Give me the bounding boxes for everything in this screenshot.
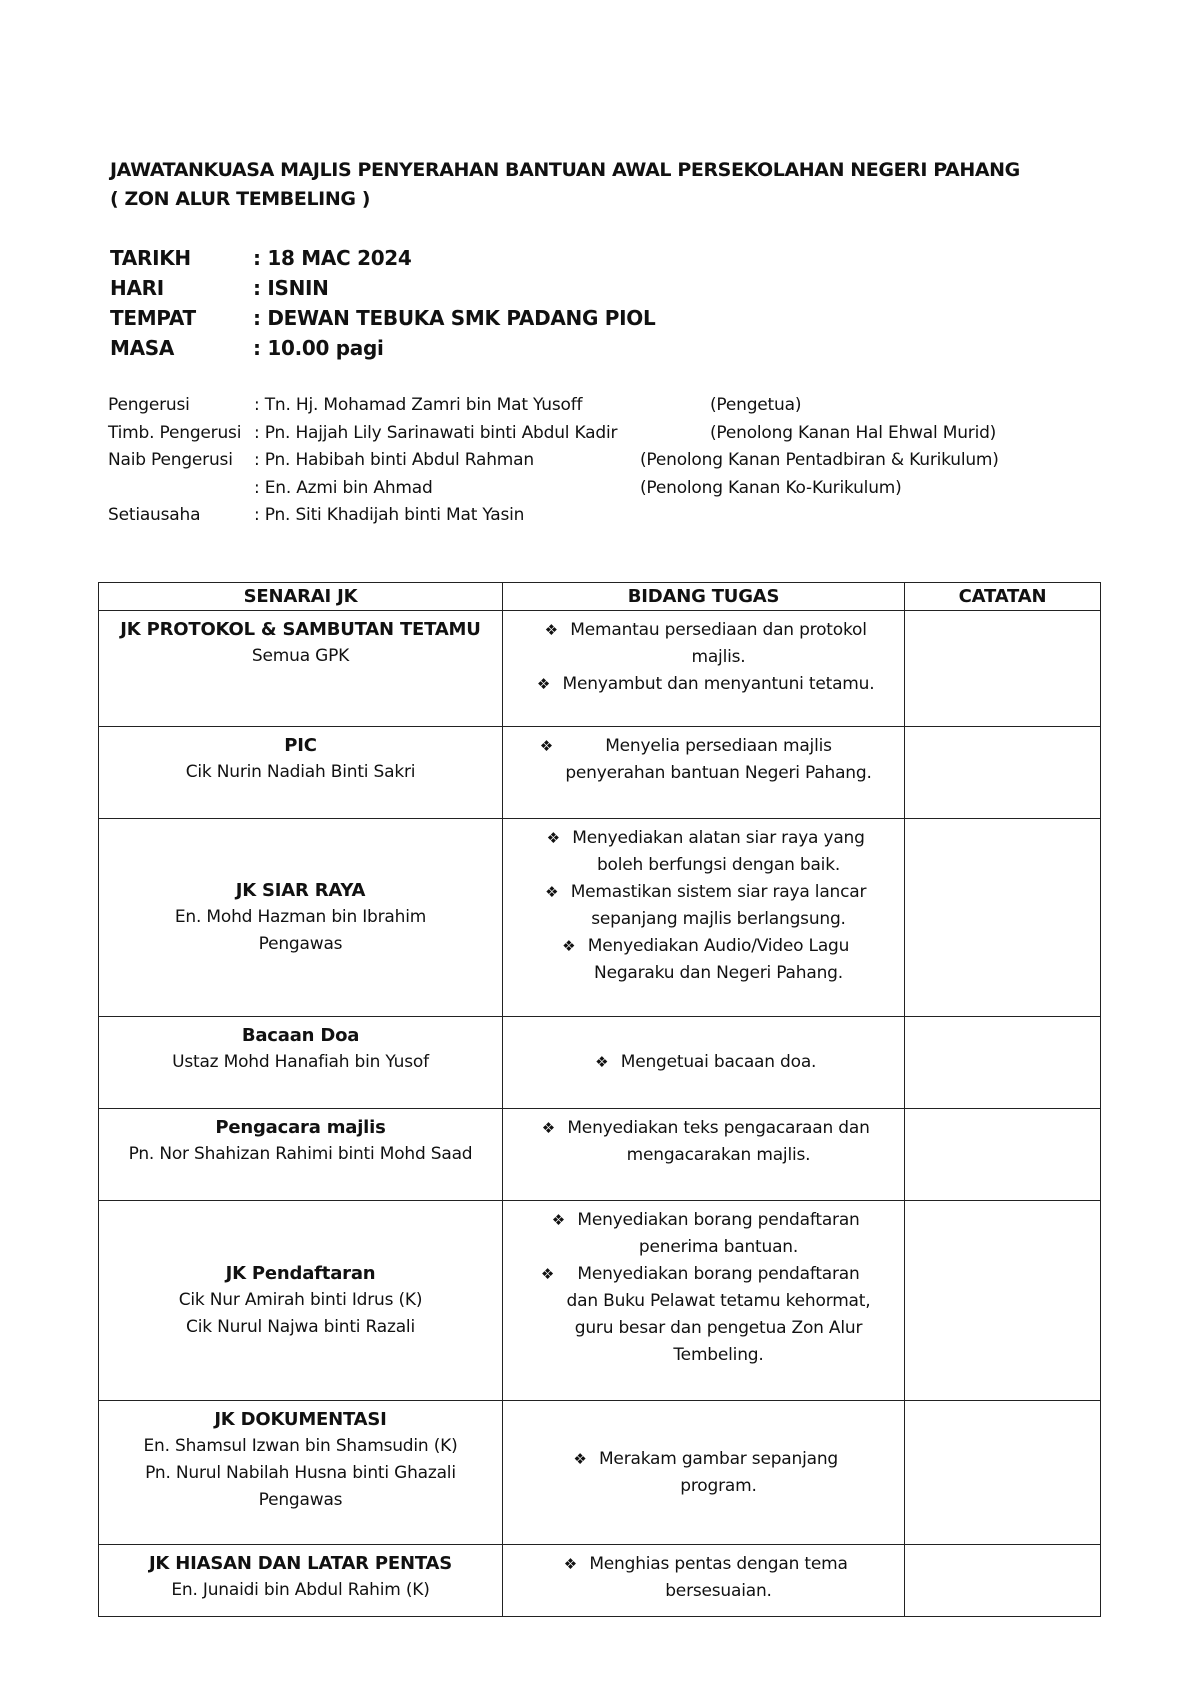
task-item (509, 1446, 898, 1500)
diamond-bullet-icon: ❖ (551, 1211, 565, 1229)
catatan-cell (905, 1545, 1101, 1617)
task-item (509, 933, 898, 987)
diamond-bullet-icon: ❖ (545, 883, 559, 901)
senarai-jk-cell (99, 1401, 503, 1545)
column-header-senarai-jk: SENARAI JK (99, 583, 503, 611)
task-text (599, 1446, 838, 1500)
event-time (110, 333, 655, 363)
task-line: majlis. (691, 647, 746, 667)
diamond-bullet-icon: ❖ (540, 1265, 555, 1283)
table-row (99, 1545, 1101, 1617)
officer-role: Pengerusi (108, 395, 190, 415)
task-text (571, 879, 867, 933)
task-line: boleh berfungsi dengan baik. (596, 855, 841, 875)
task-line: Memastikan sistem siar raya lancar (570, 882, 867, 902)
table-row (99, 1401, 1101, 1545)
committee-name: JK HIASAN DAN LATAR PENTAS (148, 1553, 453, 1574)
task-line: Mengetuai bacaan doa. (620, 1052, 817, 1072)
officer-position: (Penolong Kanan Pentadbiran & Kurikulum) (640, 450, 999, 470)
task-text (572, 825, 864, 879)
meta-key: MASA (110, 336, 175, 360)
catatan-cell (905, 1201, 1101, 1401)
task-item (509, 671, 898, 698)
task-line: penyerahan bantuan Negeri Pahang. (565, 763, 872, 783)
committee-table (98, 582, 1101, 1617)
catatan-cell (905, 819, 1101, 1017)
event-venue (110, 303, 655, 333)
table-header-row (99, 583, 1101, 611)
table-row (99, 727, 1101, 819)
task-line: Menyambut dan menyantuni tetamu. (562, 674, 875, 694)
officer-role: Timb. Pengerusi (108, 422, 242, 443)
diamond-bullet-icon: ❖ (562, 937, 576, 955)
task-line: Negaraku dan Negeri Pahang. (594, 963, 843, 983)
meta-key: TEMPAT (110, 306, 196, 330)
task-item (509, 1115, 898, 1169)
cell-content (509, 1201, 898, 1400)
cell-content (105, 822, 496, 1013)
task-text (563, 671, 875, 698)
meta-value: : ISNIN (253, 276, 329, 300)
committee-name: JK Pendaftaran (225, 1262, 376, 1284)
officer-position: (Pengetua) (710, 395, 802, 415)
task-line: mengacarakan majlis. (626, 1145, 811, 1165)
task-text (589, 1551, 847, 1605)
task-line: Menyediakan Audio/Video Lagu (587, 936, 850, 956)
bidang-tugas-cell (503, 727, 905, 819)
committee-name: JK SIAR RAYA (235, 879, 366, 901)
committee-name: Pengacara majlis (215, 1117, 386, 1138)
officer-name: : Pn. Siti Khadijah binti Mat Yasin (254, 505, 525, 525)
committee-member: En. Junaidi bin Abdul Rahim (K) (171, 1580, 430, 1600)
task-line: Menyediakan borang pendaftaran (577, 1210, 860, 1230)
event-details (110, 243, 655, 363)
table-body (99, 611, 1101, 1617)
committee-name: PIC (284, 735, 317, 756)
committee-member: Ustaz Mohd Hanafiah bin Yusof (172, 1052, 429, 1072)
committee-member: Cik Nurin Nadiah Binti Sakri (185, 762, 416, 782)
task-text (621, 1049, 817, 1076)
cell-content (509, 1020, 898, 1105)
committee-member: En. Mohd Hazman bin Ibrahim (174, 906, 427, 927)
meta-value: : 10.00 pagi (253, 336, 384, 360)
table-row (99, 819, 1101, 1017)
task-item (509, 1049, 898, 1076)
officer-role: Setiausaha (108, 505, 201, 525)
task-item (509, 825, 898, 879)
task-line: Menyediakan teks pengacaraan dan (567, 1118, 870, 1138)
cell-content (105, 1109, 496, 1200)
cell-content (509, 819, 898, 1016)
cell-content (105, 727, 496, 818)
senarai-jk-cell (99, 611, 503, 727)
bidang-tugas-cell (503, 1401, 905, 1545)
task-item (509, 617, 898, 671)
meta-key: HARI (110, 276, 164, 300)
task-text (567, 1261, 871, 1369)
task-item (509, 1261, 898, 1369)
diamond-bullet-icon: ❖ (541, 1119, 555, 1137)
meta-key: TARIKH (110, 246, 191, 270)
task-line: Menyelia persediaan majlis (605, 736, 832, 756)
event-day (110, 273, 655, 303)
task-line: Menyediakan alatan siar raya yang (572, 828, 865, 848)
officer-name: : Pn. Hajjah Lily Sarinawati binti Abdul Kadir (254, 422, 618, 443)
task-item (509, 879, 898, 933)
task-item (509, 733, 898, 787)
bidang-tugas-cell (503, 1201, 905, 1401)
column-header-bidang-tugas: BIDANG TUGAS (503, 583, 905, 611)
committee-name: Bacaan Doa (241, 1025, 360, 1046)
task-line: Menyediakan borang pendaftaran (577, 1264, 860, 1284)
task-item (509, 1551, 898, 1605)
task-text (567, 1115, 869, 1169)
cell-content (105, 611, 496, 726)
officer-name: : En. Azmi bin Ahmad (254, 477, 433, 498)
task-text (565, 733, 871, 787)
title-line-2: ( ZON ALUR TEMBELING ) (110, 188, 371, 210)
bidang-tugas-cell (503, 1017, 905, 1109)
diamond-bullet-icon: ❖ (544, 621, 558, 639)
task-line: Menghias pentas dengan tema (589, 1554, 848, 1574)
committee-member: Semua GPK (251, 646, 350, 666)
task-line: sepanjang majlis berlangsung. (591, 909, 846, 929)
catatan-cell (905, 727, 1101, 819)
table-row (99, 1109, 1101, 1201)
task-line: Memantau persediaan dan protokol (570, 620, 867, 640)
committee-name: JK DOKUMENTASI (214, 1409, 387, 1430)
senarai-jk-cell (99, 1017, 503, 1109)
task-line: Tembeling. (673, 1345, 764, 1365)
cell-content (105, 1401, 496, 1544)
catatan-cell (905, 611, 1101, 727)
cell-content (509, 1109, 898, 1200)
cell-content (509, 611, 898, 726)
title-line-1: JAWATANKUASA MAJLIS PENYERAHAN BANTUAN AWAL PERSEKOLAHAN NEGERI PAHANG (110, 159, 1020, 181)
catatan-cell (905, 1017, 1101, 1109)
event-date (110, 243, 655, 273)
diamond-bullet-icon: ❖ (573, 1449, 587, 1468)
cell-content (509, 1404, 898, 1541)
table-row (99, 1017, 1101, 1109)
senarai-jk-cell (99, 1109, 503, 1201)
task-line: Merakam gambar sepanjang (598, 1448, 839, 1469)
bidang-tugas-cell (503, 611, 905, 727)
cell-content (105, 1545, 496, 1616)
task-line: penerima bantuan. (638, 1237, 799, 1257)
officer-position: (Penolong Kanan Hal Ehwal Murid) (710, 422, 997, 443)
task-text (577, 1207, 859, 1261)
officer-name: : Tn. Hj. Mohamad Zamri bin Mat Yusoff (254, 395, 583, 415)
cell-content (105, 1204, 496, 1397)
senarai-jk-cell (99, 819, 503, 1017)
task-line: program. (680, 1475, 757, 1496)
task-line: dan Buku Pelawat tetamu kehormat, (566, 1291, 871, 1311)
committee-member: Cik Nurul Najwa binti Razali (186, 1316, 415, 1337)
catatan-cell (905, 1109, 1101, 1201)
bidang-tugas-cell (503, 1545, 905, 1617)
task-item (509, 1207, 898, 1261)
diamond-bullet-icon: ❖ (539, 737, 553, 755)
officer-name: : Pn. Habibah binti Abdul Rahman (254, 450, 534, 470)
committee-member: Pengawas (258, 1490, 343, 1510)
diamond-bullet-icon: ❖ (546, 829, 560, 847)
task-line: bersesuaian. (665, 1581, 772, 1601)
senarai-jk-cell (99, 727, 503, 819)
task-text (570, 617, 866, 671)
diamond-bullet-icon: ❖ (536, 675, 551, 693)
cell-content (509, 1545, 898, 1616)
officer-role: Naib Pengerusi (108, 450, 233, 470)
senarai-jk-cell (99, 1545, 503, 1617)
committee-member: Pn. Nurul Nabilah Husna binti Ghazali (145, 1463, 456, 1483)
meta-value: : 18 MAC 2024 (253, 246, 412, 270)
catatan-cell (905, 1401, 1101, 1545)
bidang-tugas-cell (503, 1109, 905, 1201)
committee-name: JK PROTOKOL & SAMBUTAN TETAMU (120, 619, 481, 640)
senarai-jk-cell (99, 1201, 503, 1401)
cell-content (509, 727, 898, 818)
diamond-bullet-icon: ❖ (595, 1053, 609, 1071)
officer-position: (Penolong Kanan Ko-Kurikulum) (640, 477, 902, 498)
committee-member: Pengawas (258, 933, 343, 954)
task-line: guru besar dan pengetua Zon Alur (574, 1318, 863, 1338)
meta-value: : DEWAN TEBUKA SMK PADANG PIOL (253, 306, 656, 330)
table-row (99, 611, 1101, 727)
committee-member: Cik Nur Amirah binti Idrus (K) (178, 1289, 423, 1310)
committee-member: Pn. Nor Shahizan Rahimi binti Mohd Saad (128, 1144, 473, 1164)
bidang-tugas-cell (503, 819, 905, 1017)
cell-content (105, 1017, 496, 1108)
column-header-catatan: CATATAN (905, 583, 1101, 611)
document-title (110, 156, 1020, 214)
committee-member: En. Shamsul Izwan bin Shamsudin (K) (143, 1436, 458, 1456)
diamond-bullet-icon: ❖ (563, 1555, 577, 1573)
table-row (99, 1201, 1101, 1401)
task-text (588, 933, 849, 987)
